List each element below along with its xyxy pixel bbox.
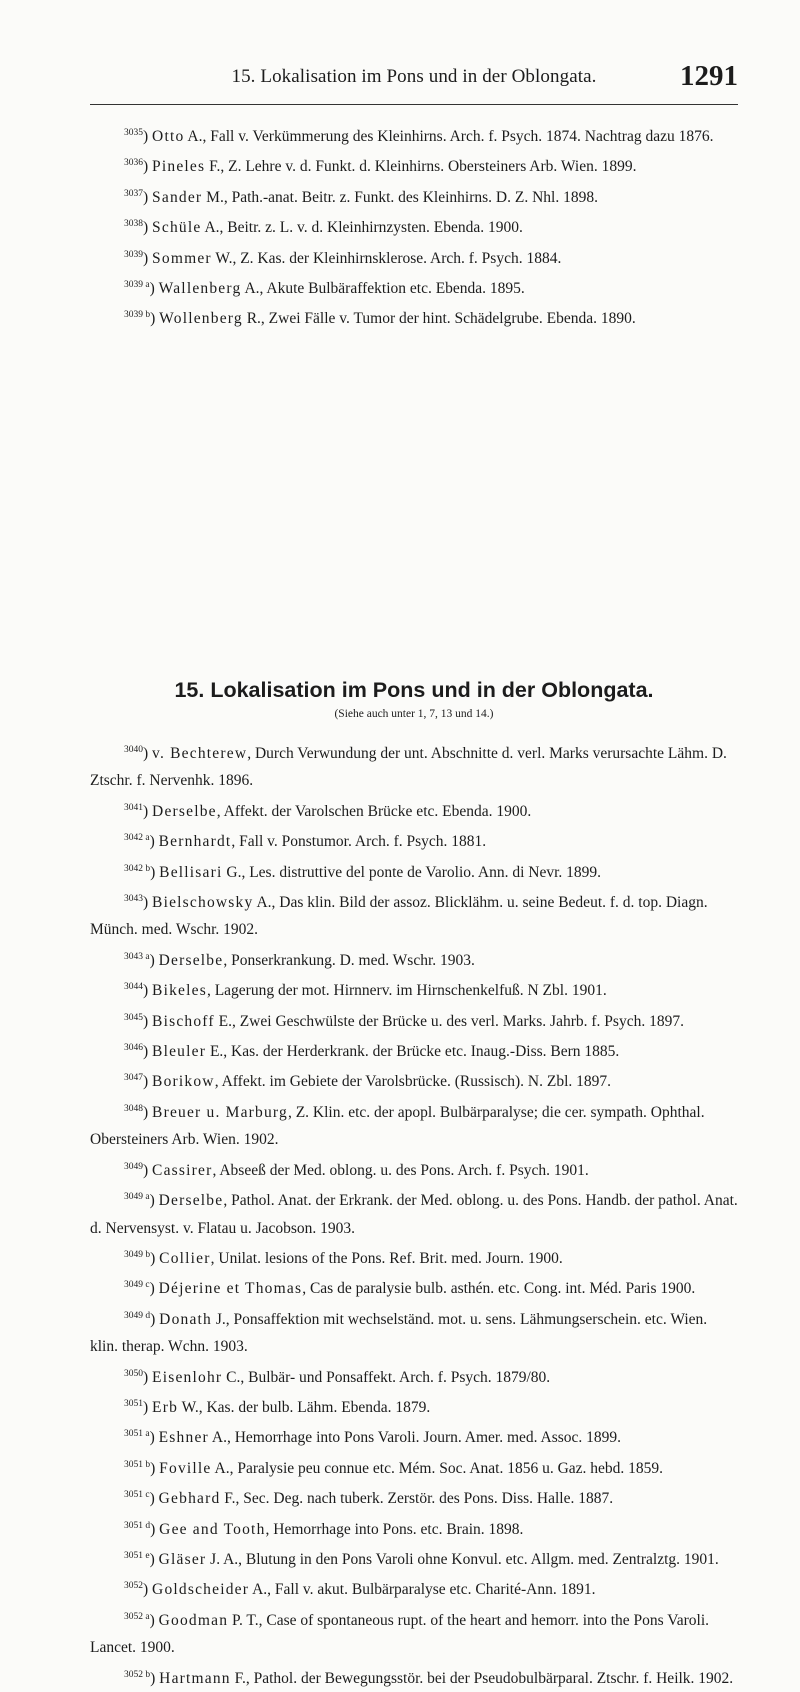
entry-number-paren: ) (150, 863, 160, 881)
entry-author: Hartmann (159, 1669, 231, 1687)
bibliography-entry (90, 1154, 738, 1184)
entry-number-paren: ) (143, 1012, 153, 1030)
entry-number: 3051 a (124, 1429, 150, 1440)
entry-author: Déjerine et Thomas (158, 1280, 303, 1298)
entry-number-paren: ) (143, 1073, 153, 1091)
section-note: (Siehe auch unter 1, 7, 13 und 14.) (334, 708, 494, 720)
entry-number: 3044 (124, 982, 143, 993)
entry-number: 3040 (124, 745, 143, 755)
entry-author: Cassirer (152, 1161, 213, 1179)
entry-number-paren: ) (143, 1368, 153, 1386)
entry-author: Otto (152, 128, 185, 145)
entry-text: W., Z. Kas. der Kleinhirnsklerose. Arch. f. Psych. 1884. (211, 249, 562, 267)
entry-author: Derselbe (158, 1192, 224, 1210)
entry-author: Bielschowsky (152, 894, 254, 912)
entry-number: 3037 (124, 188, 143, 199)
bibliography-entry (90, 1604, 738, 1662)
entry-number-paren: ) (150, 1459, 160, 1477)
entry-author: Pineles (152, 158, 206, 176)
bibliography-entry (90, 1184, 738, 1242)
entry-number: 3049 (124, 1161, 143, 1172)
bibliography-entry (90, 1242, 738, 1272)
entry-text: F., Sec. Deg. nach tuberk. Zerstör. des Pons. Diss. Halle. 1887. (220, 1490, 614, 1508)
entry-text: E., Zwei Geschwülste der Brücke u. des verl. Marks. Jahrb. f. Psych. 1897. (214, 1012, 684, 1030)
bibliography-entry (90, 1065, 738, 1095)
entry-number-paren: ) (143, 1398, 153, 1416)
entry-text: , Pathol. Anat. der Erkrank. der Med. oblong. u. des Pons. Handb. der pathol. Anat. d. Nervensyst. v. Flatau u. Jacobson. 1903. (90, 1192, 738, 1237)
entry-number: 3049 b (124, 1249, 151, 1260)
entry-number: 3042 a (124, 833, 150, 844)
entry-text: , Durch Verwundung der unt. Abschnitte d. verl. Marks verursachte Lähm. D. Ztschr. f. Nervenhk. 1896. (90, 745, 727, 790)
entry-author: Wallenberg (158, 280, 242, 298)
entry-number-paren: ) (143, 1161, 153, 1179)
entry-number: 3048 (124, 1103, 143, 1114)
entry-number-paren: ) (150, 1669, 160, 1687)
entry-author: v. Bechterew (152, 745, 248, 762)
entry-text: , Affekt. im Gebiete der Varolsbrücke. (Russisch). N. Zbl. 1897. (214, 1073, 612, 1091)
entry-author: Borikow (152, 1073, 215, 1091)
entry-number: 3045 (124, 1012, 143, 1023)
entry-author: Goldscheider (152, 1581, 250, 1599)
entry-text: , Abseeß der Med. oblong. u. des Pons. Arch. f. Psych. 1901. (212, 1161, 589, 1179)
entry-author: Schüle (152, 219, 202, 237)
entry-number: 3039 (124, 249, 143, 260)
bibliography-entry (90, 302, 738, 332)
entry-number: 3052 a (124, 1611, 150, 1622)
entry-number-paren: ) (149, 1192, 159, 1210)
entry-text: , Cas de paralysie bulb. asthén. etc. Cong. int. Méd. Paris 1900. (302, 1280, 696, 1298)
entry-text: M., Path.-anat. Beitr. z. Funkt. des Kleinhirns. D. Z. Nhl. 1898. (202, 188, 598, 206)
entry-number: 3052 (124, 1581, 143, 1592)
bibliography-entry (90, 1482, 738, 1512)
bibliography-entry (90, 1005, 738, 1035)
bibliography-entry (90, 120, 738, 150)
bibliography-entry (90, 1361, 738, 1391)
entry-text: , Ponserkrankung. D. med. Wschr. 1903. (223, 951, 475, 969)
entry-number: 3049 d (124, 1310, 151, 1321)
entry-number-paren: ) (149, 1550, 159, 1568)
entry-text: J. A., Blutung in den Pons Varoli ohne Konvul. etc. Allgm. med. Zentralztg. 1901. (206, 1550, 719, 1568)
entry-number: 3046 (124, 1043, 143, 1054)
entry-text: R., Zwei Fälle v. Tumor der hint. Schädelgrube. Ebenda. 1890. (242, 310, 636, 328)
entry-author: Donath (159, 1310, 213, 1328)
entry-number: 3041 (124, 802, 143, 813)
entry-text: J., Ponsaffektion mit wechselständ. mot. u. sens. Lähmungserschein. etc. Wien. klin. therap. Wchn. 1903. (90, 1310, 708, 1356)
entry-number: 3047 (124, 1073, 143, 1084)
entry-author: Goodman (158, 1611, 229, 1629)
entry-number-paren: ) (149, 280, 159, 298)
bibliography-entry (90, 1096, 738, 1154)
entry-number-paren: ) (149, 1280, 159, 1298)
entry-text: F., Pathol. der Bewegungsstör. bei der Pseudobulbärparal. Ztschr. f. Heilk. 1902. (230, 1669, 734, 1687)
bibliography-entry (90, 181, 738, 211)
entry-number-paren: ) (143, 158, 153, 176)
entry-text: , Z. Klin. etc. der apopl. Bulbärparalyse; die cer. sympath. Ophthal. Obersteiners Arb. Wien. 1902. (90, 1103, 705, 1149)
entry-author: Derselbe (158, 951, 224, 969)
entry-number: 3039 a (124, 280, 150, 291)
entry-text: , Fall v. Ponstumor. Arch. f. Psych. 1881. (231, 833, 487, 851)
entry-number: 3049 c (124, 1280, 150, 1291)
entry-number-paren: ) (143, 982, 153, 1000)
entry-text: A., Akute Bulbäraffektion etc. Ebenda. 1895. (241, 280, 525, 298)
entry-text: C., Bulbär- und Ponsaffekt. Arch. f. Psych. 1879/80. (222, 1368, 551, 1386)
bibliography-entry (90, 944, 738, 974)
entry-number: 3043 (124, 894, 143, 905)
entry-number: 3042 b (124, 863, 151, 874)
entry-text: A., Beitr. z. L. v. d. Kleinhirnzysten. Ebenda. 1900. (201, 219, 523, 237)
entry-number: 3036 (124, 158, 143, 169)
entry-number: 3051 (124, 1398, 143, 1409)
entry-number: 3051 b (124, 1459, 151, 1470)
bibliography-entry (90, 886, 738, 944)
bibliography-entry (90, 1573, 738, 1603)
page-number: 1291 (680, 60, 738, 92)
bibliography-entry (90, 211, 738, 241)
bibliography-entry (90, 150, 738, 180)
entry-number-paren: ) (143, 249, 153, 267)
entry-author: Eshner (158, 1429, 209, 1447)
entry-author: Wollenberg (159, 310, 243, 328)
entry-number: 3051 c (124, 1490, 150, 1501)
entry-text: W., Kas. der bulb. Lähm. Ebenda. 1879. (178, 1398, 431, 1416)
entry-author: Derselbe (152, 802, 217, 820)
entry-text: G., Les. distruttive del ponte de Varolio. Ann. di Nevr. 1899. (222, 863, 602, 881)
entry-author: Bellisari (159, 863, 223, 881)
entry-author: Bleuler (152, 1043, 207, 1061)
entry-number-paren: ) (150, 310, 160, 328)
entry-text: A., Das klin. Bild der assoz. Blicklähm. u. seine Bedeut. f. d. top. Diagn. Münch. med. Wschr. 1902. (90, 894, 708, 939)
entry-text: , Affekt. der Varolschen Brücke etc. Ebenda. 1900. (216, 802, 532, 820)
entry-number-paren: ) (143, 128, 153, 145)
bibliography-entry (90, 737, 738, 795)
entry-number: 3039 b (124, 310, 151, 321)
entry-author: Gee and Tooth (159, 1520, 266, 1538)
entry-number-paren: ) (149, 833, 159, 851)
entry-author: Bernhardt (158, 833, 232, 851)
entry-number-paren: ) (143, 802, 153, 820)
entry-text: , Lagerung der mot. Hirnnerv. im Hirnschenkelfuß. N Zbl. 1901. (206, 982, 607, 1000)
entry-number: 3051 e (124, 1550, 150, 1561)
entry-number-paren: ) (149, 951, 159, 969)
bibliography-entry (90, 242, 738, 272)
bibliography-entry (90, 1035, 738, 1065)
entry-number-paren: ) (149, 1611, 159, 1629)
section-bibliography (90, 737, 738, 1692)
entry-number-paren: ) (149, 1490, 159, 1508)
entry-text: E., Kas. der Herderkrank. der Brücke etc. Inaug.-Diss. Bern 1885. (206, 1043, 620, 1061)
running-title: 15. Lokalisation im Pons und in der Oblongata. (231, 66, 597, 87)
entry-number-paren: ) (150, 1249, 160, 1267)
entry-author: Bischoff (152, 1012, 215, 1030)
entry-number: 3052 b (124, 1669, 151, 1680)
continued-bibliography (90, 120, 738, 333)
bibliography-entry (90, 1391, 738, 1421)
entry-author: Sander (152, 188, 203, 206)
entry-number-paren: ) (143, 1103, 153, 1121)
entry-number: 3049 a (124, 1192, 150, 1203)
entry-author: Eisenlohr (152, 1368, 223, 1386)
bibliography-entry (90, 795, 738, 825)
entry-author: Erb (152, 1398, 179, 1416)
entry-text: F., Z. Lehre v. d. Funkt. d. Kleinhirns. Obersteiners Arb. Wien. 1899. (205, 158, 637, 176)
entry-text: A., Fall v. Verkümmerung des Kleinhirns. Arch. f. Psych. 1874. Nachtrag dazu 1876. (184, 128, 714, 145)
entry-number: 3050 (124, 1368, 143, 1379)
entry-text: , Unilat. lesions of the Pons. Ref. Brit. med. Journ. 1900. (210, 1249, 563, 1267)
entry-text: A., Fall v. akut. Bulbärparalyse etc. Charité-Ann. 1891. (249, 1581, 596, 1599)
entry-number-paren: ) (149, 1429, 159, 1447)
entry-author: Foville (159, 1459, 212, 1477)
bibliography-entry (90, 1421, 738, 1451)
entry-author: Bikeles (152, 982, 207, 1000)
entry-number-paren: ) (143, 219, 153, 237)
entry-number-paren: ) (143, 1581, 153, 1599)
bibliography-entry (90, 825, 738, 855)
entry-author: Sommer (152, 249, 212, 267)
entry-text: P. T., Case of spontaneous rupt. of the heart and hemorr. into the Pons Varoli. Lancet. 1900. (90, 1611, 710, 1657)
entry-number-paren: ) (150, 1520, 160, 1538)
entry-author: Breuer u. Marburg (152, 1103, 288, 1121)
entry-number: 3043 a (124, 951, 150, 962)
entry-text: A., Paralysie peu connue etc. Mém. Soc. Anat. 1856 u. Gaz. hebd. 1859. (211, 1459, 664, 1477)
entry-number-paren: ) (143, 745, 153, 762)
bibliography-entry (90, 1662, 738, 1692)
entry-number: 3038 (124, 219, 143, 230)
entry-text: , Hemorrhage into Pons. etc. Brain. 1898. (265, 1520, 524, 1538)
entry-author: Gebhard (158, 1490, 221, 1508)
bibliography-entry (90, 856, 738, 886)
entry-number: 3035 (124, 128, 143, 138)
entry-number-paren: ) (143, 188, 153, 206)
entry-number-paren: ) (150, 1310, 160, 1328)
entry-author: Gläser (158, 1550, 207, 1568)
bibliography-entry (90, 272, 738, 302)
entry-text: A., Hemorrhage into Pons Varoli. Journ. Amer. med. Assoc. 1899. (208, 1429, 622, 1447)
bibliography-entry (90, 1272, 738, 1302)
bibliography-entry (90, 1513, 738, 1543)
page-header (90, 60, 738, 105)
bibliography-entry (90, 1303, 738, 1361)
entry-number: 3051 d (124, 1520, 151, 1531)
bibliography-entry (90, 1543, 738, 1573)
entry-number-paren: ) (143, 894, 153, 912)
entry-author: Collier (159, 1249, 211, 1267)
entry-number-paren: ) (143, 1043, 153, 1061)
bibliography-entry (90, 974, 738, 1004)
section-title: 15. Lokalisation im Pons und in der Oblongata. (174, 678, 654, 702)
bibliography-entry (90, 1452, 738, 1482)
